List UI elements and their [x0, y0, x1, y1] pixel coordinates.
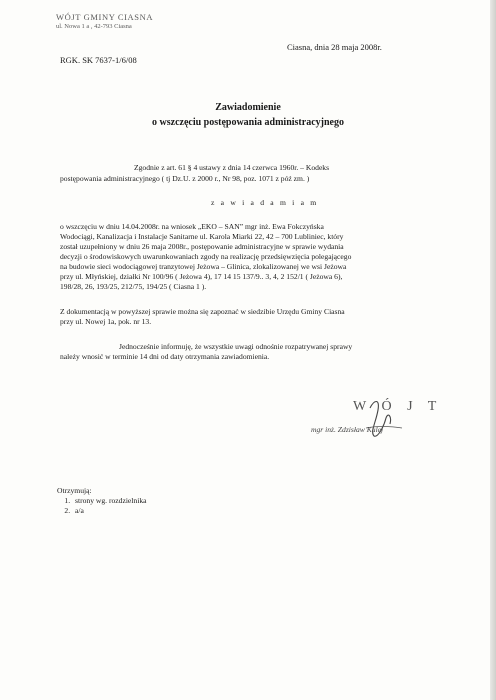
body-line-2: Wodociągi, Kanalizacja i Instalacje Sanitarne ul. Karola Miarki 22, 42 – 700 Lubliniec, który	[60, 232, 344, 241]
recipient-item: 2. a/a	[72, 506, 147, 516]
signature-title: W Ó J T	[353, 399, 443, 414]
body-line-1: o wszczęciu w dniu 14.04.2008r. na wniosek „EKO – SAN” mgr inż. Ewa Fokczyńska	[60, 222, 324, 231]
body-line-6: przy ul. Młyńskiej, działki Nr 100/96 ( Jeżowa 4), 17 14 15 137/9.. 3, 4, 2 152/1 ( Jeżowa 6),	[60, 272, 343, 281]
body-line-4: decyzji o środowiskowych uwarunkowaniach zgody na realizację przedsięwzięcia polegającego	[60, 252, 352, 261]
title-line-2: o wszczęciu postępowania administracyjnego	[152, 117, 344, 128]
signatory-name: mgr inż. Zdzisław Kulej	[311, 425, 384, 434]
body-line-7: 198/28, 26, 193/25, 212/75, 194/25 ( Ciasna 1 ).	[60, 282, 207, 291]
handwritten-signature	[340, 396, 430, 441]
info-line-2: należy wnosić w terminie 14 dni od daty otrzymania zawiadomienia.	[60, 352, 270, 361]
title-line-1: Zawiadomienie	[215, 102, 281, 113]
letter-date: Ciasna, dnia 28 maja 2008r.	[287, 42, 382, 52]
info-line-1: Jednocześnie informuję, że wszystkie uwagi odnośnie rozpatrywanej sprawy	[119, 342, 353, 351]
reference-number: RGK. SK 7637-1/6/08	[60, 55, 137, 65]
stamp-line-1: WÓJT GMINY CIASNA	[56, 12, 154, 22]
office-stamp	[56, 12, 166, 30]
body-line-5: na budowie sieci wodociągowej tranzytowej Jeżowa – Glinica, zlokalizowanej we wsi Jeżowa	[60, 262, 347, 271]
documentation-line-2: przy ul. Nowej 1a, pok. nr 13.	[60, 317, 152, 326]
documentation-line-1: Z dokumentacją w powyższej sprawie można się zapoznać w siedzibie Urzędu Gminy Ciasna	[60, 307, 345, 316]
intro-line-2: postępowania administracyjnego ( tj Dz.U. z 2000 r., Nr 98, poz. 1071 z póź zm. )	[60, 174, 310, 183]
document-title	[0, 100, 496, 130]
recipients-list	[57, 486, 147, 516]
recipient-item: 1. strony wg. rozdzielnika	[72, 496, 147, 506]
notice-word: z a w i a d a m i a m	[211, 198, 319, 207]
intro-line-1: Zgodnie z art. 61 § 4 ustawy z dnia 14 czerwca 1960r. – Kodeks	[134, 163, 330, 172]
body-line-3: został uzupełniony w dniu 26 maja 2008r., postępowanie administracyjne w sprawie wydania	[60, 242, 344, 251]
stamp-line-2: ul. Nowa 1 a , 42-793 Ciasna	[56, 23, 132, 30]
recipients-heading: Otrzymują:	[57, 486, 92, 495]
